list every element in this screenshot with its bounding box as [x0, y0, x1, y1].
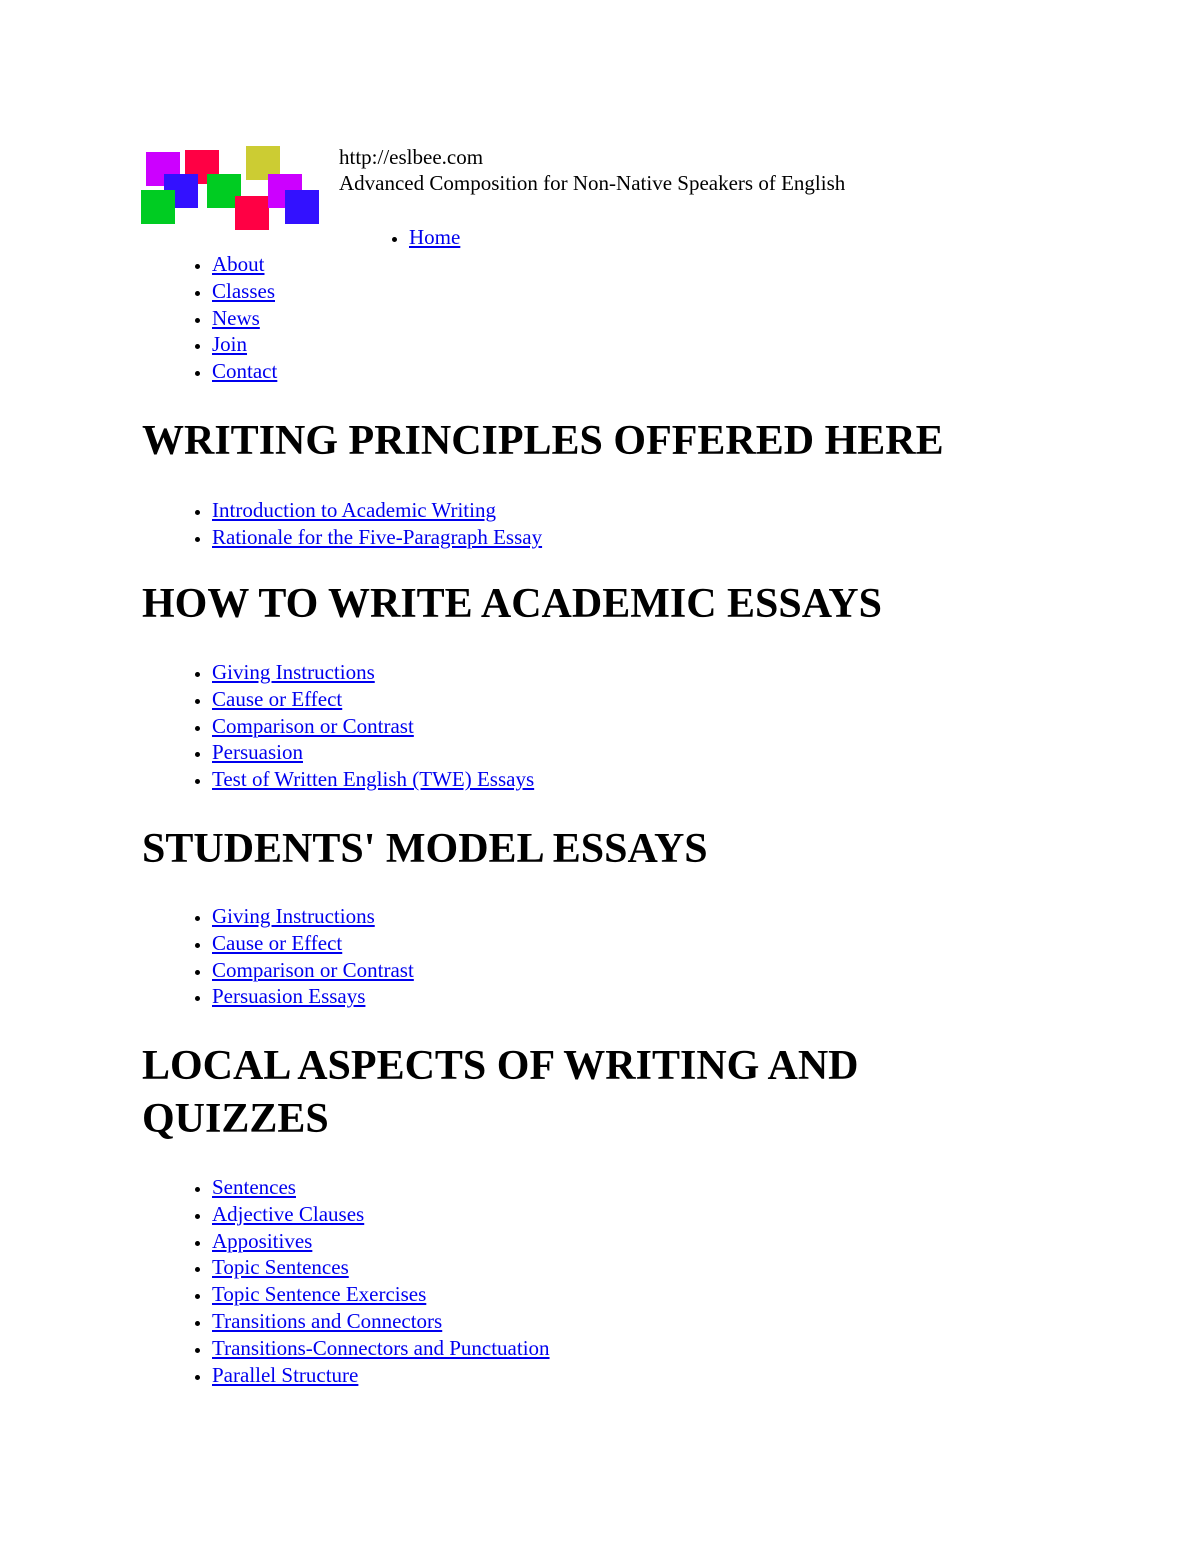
list-item: [212, 983, 414, 1010]
section-heading-academic-essays: HOW TO WRITE ACADEMIC ESSAYS: [142, 581, 882, 627]
list-item: [212, 1201, 550, 1228]
topic-sentence-exercises-link[interactable]: Topic Sentence Exercises: [212, 1282, 427, 1307]
writing-principles-list: [212, 497, 542, 551]
five-paragraph-essay-link[interactable]: Rationale for the Five-Paragraph Essay: [212, 524, 543, 549]
logo-square: [141, 190, 175, 224]
section-heading-local-aspects: LOCAL ASPECTS OF WRITING AND: [142, 1043, 859, 1089]
intro-academic-writing-link[interactable]: Introduction to Academic Writing: [212, 498, 496, 522]
list-item: [212, 713, 534, 740]
appositives-link[interactable]: Appositives: [212, 1228, 313, 1253]
list-item: [212, 1254, 550, 1281]
home-nav: [409, 224, 460, 251]
nav-item: [212, 358, 277, 385]
about-link[interactable]: About: [212, 252, 265, 276]
transitions-connectors-link[interactable]: Transitions and Connectors: [212, 1308, 443, 1333]
academic-essays-list: [212, 659, 534, 793]
main-nav: [212, 251, 277, 385]
list-item: [212, 659, 534, 686]
section-heading-writing-principles: WRITING PRINCIPLES OFFERED HERE: [142, 418, 944, 464]
logo-square: [235, 196, 269, 230]
section-heading-model-essays: STUDENTS' MODEL ESSAYS: [142, 826, 708, 872]
list-item: [212, 1174, 550, 1201]
list-item: [212, 1362, 550, 1389]
topic-sentences-link[interactable]: Topic Sentences: [212, 1255, 349, 1280]
list-item: [212, 1228, 550, 1255]
giving-instructions-link[interactable]: Giving Instructions: [212, 660, 375, 684]
list-item: [212, 930, 414, 957]
home-link[interactable]: Home: [409, 225, 461, 249]
list-item: [212, 903, 414, 930]
local-aspects-list: [212, 1174, 550, 1388]
nav-item: [212, 251, 277, 278]
transitions-punctuation-link[interactable]: Transitions-Connectors and Punctuation: [212, 1335, 550, 1360]
comparison-contrast-link[interactable]: Comparison or Contrast: [212, 713, 414, 738]
contact-link[interactable]: Contact: [212, 359, 278, 384]
nav-item: [212, 278, 277, 305]
nav-item: [212, 331, 277, 358]
persuasion-link[interactable]: Persuasion: [212, 740, 303, 765]
nav-item-home: [409, 224, 460, 251]
list-item: [212, 1335, 550, 1362]
list-item: [212, 1308, 550, 1335]
model-persuasion-essays-link[interactable]: Persuasion Essays: [212, 984, 366, 1009]
list-item: [212, 1281, 550, 1308]
list-item: [212, 739, 534, 766]
logo-square: [285, 190, 319, 224]
list-item: [212, 957, 414, 984]
parallel-structure-link[interactable]: Parallel Structure: [212, 1362, 359, 1387]
cause-effect-link[interactable]: Cause or Effect: [212, 686, 343, 711]
model-essays-list: [212, 903, 414, 1010]
site-logo[interactable]: [140, 146, 320, 230]
list-item: [212, 686, 534, 713]
news-link[interactable]: News: [212, 305, 260, 330]
twe-essays-link[interactable]: Test of Written English (TWE) Essays: [212, 767, 535, 792]
nav-item: [212, 305, 277, 332]
model-cause-effect-link[interactable]: Cause or Effect: [212, 930, 343, 955]
model-comparison-contrast-link[interactable]: Comparison or Contrast: [212, 957, 414, 982]
model-giving-instructions-link[interactable]: Giving Instructions: [212, 904, 375, 928]
section-heading-local-aspects-line2: QUIZZES: [142, 1096, 329, 1142]
list-item: [212, 524, 542, 551]
sentences-link[interactable]: Sentences: [212, 1175, 296, 1199]
site-tagline: Advanced Composition for Non-Native Speakers of English: [339, 171, 846, 195]
site-url: http://eslbee.com: [339, 145, 484, 169]
list-item: [212, 497, 542, 524]
list-item: [212, 766, 534, 793]
adjective-clauses-link[interactable]: Adjective Clauses: [212, 1201, 365, 1226]
classes-link[interactable]: Classes: [212, 278, 275, 303]
join-link[interactable]: Join: [212, 332, 248, 357]
